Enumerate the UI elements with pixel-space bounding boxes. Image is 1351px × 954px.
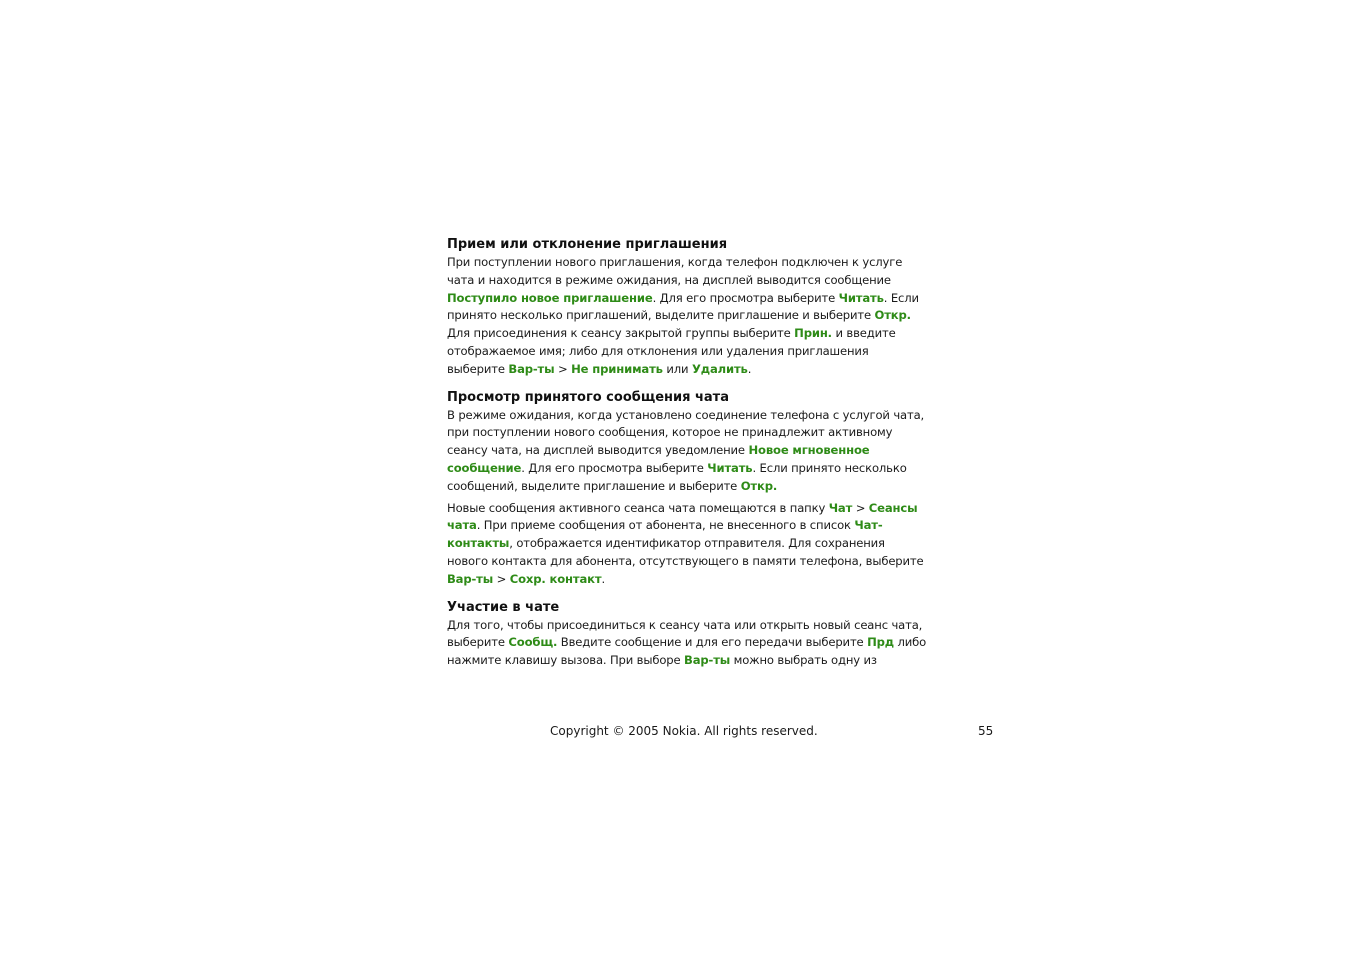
text-line [447,478,907,496]
section-heading: Прием или отклонение приглашения [447,237,728,252]
menu-term: Прин. [794,326,832,341]
text-line [447,442,907,460]
text-run: . [601,571,605,586]
menu-term: Прд [867,635,894,650]
text-run: выберите [447,361,509,376]
text-line [447,343,907,361]
document-section [447,236,919,379]
text-run: > [852,500,869,515]
text-line [447,517,907,535]
section-spacer [447,379,907,389]
document-section [447,599,927,670]
text-line [447,571,907,589]
text-line [447,500,918,518]
text-run: > [554,361,572,376]
menu-term: Вар-ты [447,571,494,586]
text-line [447,290,919,308]
text-run: При поступлении нового приглашения, когда телефон подключен к услуге [447,255,903,269]
page-number: 55 [978,724,994,738]
text-run: Введите сообщение и для его передачи выберите [557,635,868,650]
document-section [447,389,925,589]
section-heading: Просмотр принятого сообщения чата [447,389,729,405]
menu-term: контакты [447,536,510,551]
text-line [447,272,907,290]
text-line [447,460,907,478]
paragraph [447,407,925,496]
text-run: при поступлении нового сообщения, которое не принадлежит активному [447,425,893,440]
text-line [447,652,907,670]
text-run: или [662,361,692,376]
text-run: , отображается идентификатор отправителя. Для сохранения [509,536,885,551]
text-line [447,254,907,272]
menu-term: Вар-ты [684,653,731,668]
menu-term: Сохр. контакт [509,571,602,586]
menu-term: Чат [828,500,853,515]
text-run: . Для его просмотра выберите [652,290,839,305]
text-run: принято несколько приглашений, выделите приглашение и выберите [447,308,875,323]
section-spacer [447,589,907,599]
text-run: чата и находится в режиме ожидания, на дисплей выводится сообщение [447,272,891,287]
text-run: сообщений, выделите приглашение и выберите [447,478,741,493]
menu-term: Вар-ты [508,361,555,376]
menu-term: Откр. [740,478,778,493]
text-run: можно выбрать одну из [730,653,877,668]
text-line [447,634,927,652]
text-run: Новые сообщения активного сеанса чата помещаются в папку [447,500,829,515]
paragraph [447,617,927,670]
menu-term: Читать [707,460,753,475]
text-line [447,407,925,425]
text-run: либо [894,635,927,650]
text-run: > [493,571,510,586]
text-line [447,553,924,571]
text-line [447,535,907,553]
text-run: В режиме ожидания, когда установлено соединение телефона с услугой чата, [447,407,925,422]
menu-term: Не принимать [571,361,663,376]
menu-term: Сообщ. [508,635,558,650]
text-run: нажмите клавишу вызова. При выборе [447,653,685,668]
text-run: нового контакта для абонента, отсутствующего в памяти телефона, выберите [447,553,924,568]
document-body [447,236,927,670]
text-run: сеансу чата, на дисплей выводится уведомление [447,443,749,458]
text-line [447,424,907,442]
text-run: Для присоединения к сеансу закрытой группы выберите [447,326,795,341]
text-run: отображаемое имя; либо для отклонения или удаления приглашения [447,343,869,358]
menu-term: сообщение [447,460,522,475]
text-run: . Если принято несколько [752,460,907,475]
menu-term: Чат- [854,518,883,533]
section-heading: Участие в чате [447,599,560,615]
text-run: и введите [831,326,896,341]
menu-term: Новое мгновенное [748,443,870,458]
paragraph [447,500,924,589]
menu-term: Поступило новое приглашение [447,290,653,305]
text-run: . Если [883,290,919,305]
text-line [447,307,911,325]
menu-term: чата [447,518,477,533]
menu-term: Удалить [691,361,748,376]
text-run: . Для его просмотра выберите [521,460,708,475]
text-line [447,617,923,635]
menu-term: Откр. [874,308,911,323]
text-run: . [747,361,752,376]
text-run: Для того, чтобы присоединиться к сеансу чата или открыть новый сеанс чата, [447,617,923,632]
paragraph [447,254,919,379]
menu-term: Читать [838,290,884,305]
menu-term: Сеансы [868,500,918,515]
text-run: . При приеме сообщения от абонента, не внесенного в список [476,518,855,533]
text-run: выберите [447,635,509,650]
copyright-notice: Copyright © 2005 Nokia. All rights reserved. [550,724,818,738]
text-line [447,361,907,379]
text-line [447,325,907,343]
